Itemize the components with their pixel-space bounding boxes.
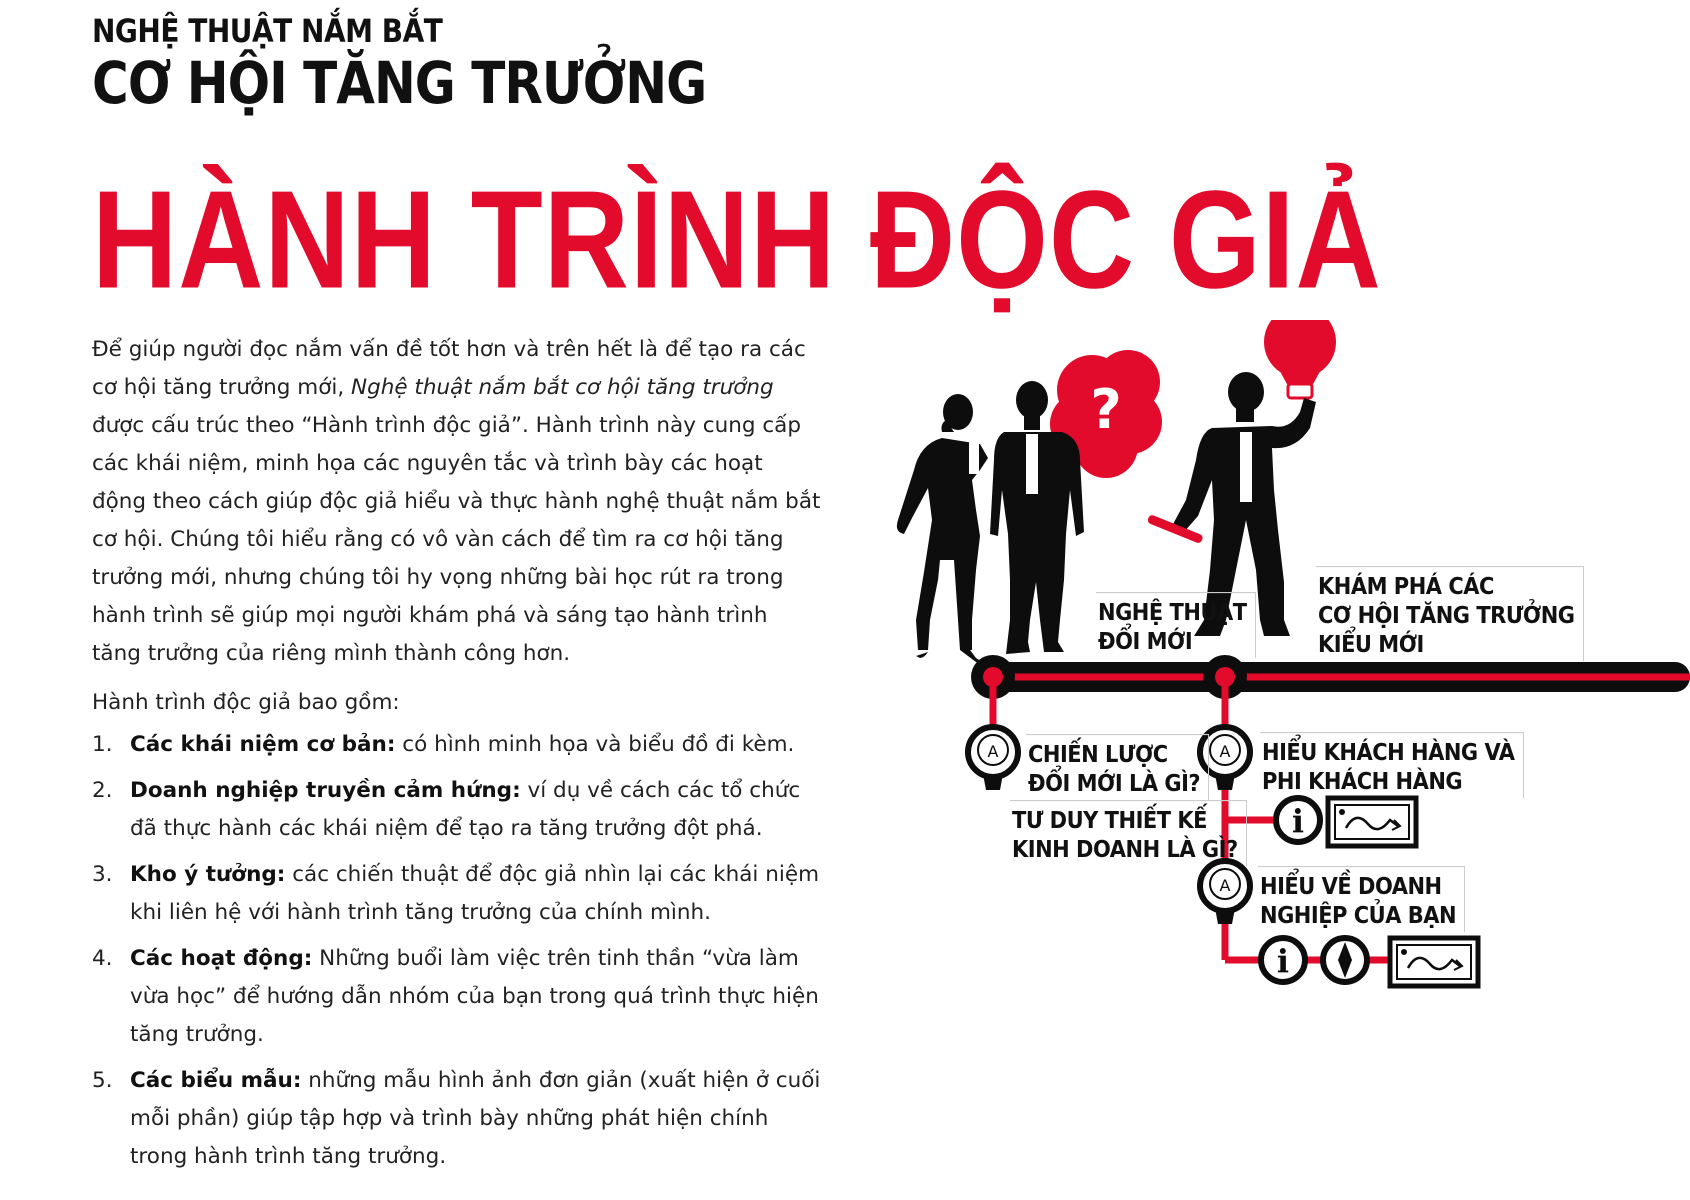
list-item	[92, 1062, 832, 1176]
info-letter: i	[1291, 802, 1305, 840]
info-letter: i	[1276, 942, 1290, 980]
journey-illustration	[880, 320, 1690, 1100]
list-item-number: 3.	[92, 862, 113, 887]
label-line: HIỂU VỀ DOANH	[1260, 872, 1442, 900]
list-item	[92, 726, 832, 764]
label-line: CHIẾN LƯỢC	[1028, 740, 1168, 768]
list-item-term: Các hoạt động:	[130, 946, 313, 971]
concept-a-letter: A	[987, 742, 999, 761]
woman-shirt	[969, 438, 979, 474]
presenter-shirt	[1240, 432, 1252, 502]
label-line: TƯ DUY THIẾT KẾ	[1012, 806, 1207, 834]
template-canvas-icon	[1390, 938, 1478, 986]
list-item-text: những mẫu hình ảnh đơn giản (xuất hiện ở cuối mỗi phần) giúp tập hợp và trình bày những phát hiện chính trong hành trình tăng trưởng.	[130, 1068, 821, 1169]
label-explore-opportunities	[1316, 566, 1584, 661]
journey-map-svg	[880, 320, 1690, 1100]
intro-text-part2: được cấu trúc theo “Hành trình độc giả”. Hành trình này cung cấp các khái niệm, minh họa các nguyên tắc và trình bày các hoạt động theo cách giúp độc giả hiểu và thực hành nghệ thuật nắm bắt cơ hội. Chúng tôi hiểu rằng có vô vàn cách để tìm ra cơ hội tăng trưởng mới, nhưng chúng tôi hy vọng những bài học rút ra trong hành trình sẽ giúp mọi người khám phá và sáng tạo hành trình tăng trưởng của riêng mình thành công hơn.	[92, 413, 821, 666]
question-mark: ?	[1090, 378, 1122, 441]
journey-items-list	[92, 726, 832, 1184]
list-item	[92, 772, 832, 848]
label-line: KHÁM PHÁ CÁC	[1318, 572, 1494, 600]
intro-paragraph	[92, 331, 822, 673]
list-item-term: Kho ý tưởng:	[130, 862, 286, 887]
label-line: NGHỆ THUẬT	[1098, 598, 1247, 626]
list-item-text: các chiến thuật để độc giả nhìn lại các khái niệm khi liên hệ với hành trình tăng trưởng của chính mình.	[130, 862, 820, 925]
label-line: KINH DOANH LÀ GÌ?	[1012, 835, 1238, 863]
list-item-number: 2.	[92, 778, 113, 803]
man-shirt	[1026, 434, 1038, 494]
list-item-term: Doanh nghiệp truyền cảm hứng:	[130, 778, 521, 803]
concept-a-letter: A	[1219, 742, 1231, 761]
list-item	[92, 856, 832, 932]
label-your-business	[1258, 866, 1465, 932]
light-bulb-icon	[1264, 320, 1336, 398]
intro-text-part1: Để giúp người đọc nắm vấn đề tốt hơn và trên hết là để tạo ra các cơ hội tăng trưởng mới,	[92, 337, 806, 400]
book-title-line2: CƠ HỘI TĂNG TRƯỞNG	[92, 50, 707, 117]
intro-book-name: Nghệ thuật nắm bắt cơ hội tăng trưởng	[351, 375, 774, 400]
label-design-thinking	[1010, 800, 1247, 866]
concept-a-letter: A	[1219, 876, 1231, 895]
journey-intro-label: Hành trình độc giả bao gồm:	[92, 690, 400, 715]
label-line: HIỂU KHÁCH HÀNG VÀ	[1262, 738, 1515, 766]
page-title: HÀNH TRÌNH ĐỘC GIẢ	[92, 162, 1382, 319]
list-item	[92, 940, 832, 1054]
list-item-number: 4.	[92, 946, 113, 971]
list-item-number: 5.	[92, 1068, 113, 1093]
label-line: ĐỔI MỚI	[1098, 627, 1193, 655]
label-line: NGHIỆP CỦA BẠN	[1260, 901, 1457, 929]
list-item-term: Các khái niệm cơ bản:	[130, 732, 396, 757]
label-line: ĐỔI MỚI LÀ GÌ?	[1028, 769, 1201, 797]
list-item-text: Những buổi làm việc trên tinh thần “vừa làm vừa học” để hướng dẫn nhóm của bạn trong quá trình thực hiện tăng trưởng.	[130, 946, 819, 1047]
label-innovation-strategy	[1026, 734, 1209, 800]
woman-silhouette-icon	[897, 394, 988, 663]
list-item-term: Các biểu mẫu:	[130, 1068, 302, 1093]
label-line: KIỂU MỚI	[1318, 630, 1424, 658]
label-line: PHI KHÁCH HÀNG	[1262, 767, 1463, 795]
list-item-number: 1.	[92, 732, 113, 757]
list-item-text: ví dụ về cách các tổ chức đã thực hành các khái niệm để tạo ra tăng trưởng đột phá.	[130, 778, 801, 841]
label-line: CƠ HỘI TĂNG TRƯỞNG	[1318, 601, 1575, 629]
list-item-text: có hình minh họa và biểu đồ đi kèm.	[395, 732, 795, 757]
book-title-line1: NGHỆ THUẬT NẮM BẮT	[92, 12, 443, 50]
template-canvas-icon	[1328, 798, 1416, 846]
label-art-of-innovation	[1096, 592, 1256, 658]
compass-icon	[1323, 938, 1367, 982]
label-customers	[1260, 732, 1524, 798]
